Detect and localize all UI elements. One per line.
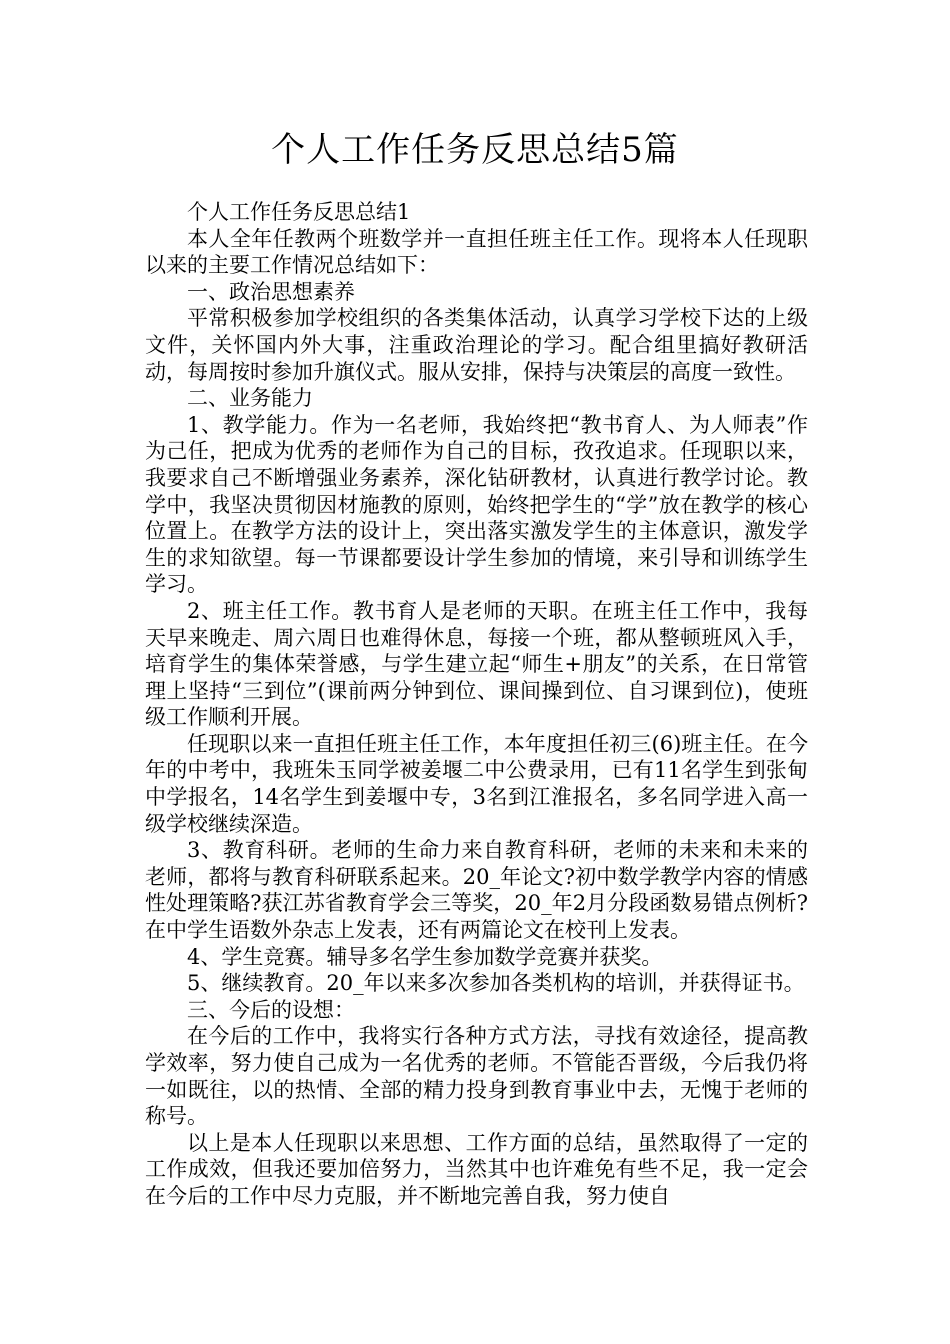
paragraph-class-results: 任现职以来一直担任班主任工作，本年度担任初三(6)班主任。在今年的中考中，我班朱玉同学被姜堰二中公费录用，已有11名学生到张甸中学报名，14名学生到姜堰中专，3名到江淮报名，多名同学进入高一级学校继续深造。 — [145, 731, 808, 836]
paragraph-political-quality: 平常积极参加学校组织的各类集体活动，认真学习学校下达的上级文件，关怀国内外大事，注重政治理论的学习。配合组里搞好教研活动，每周按时参加升旗仪式。服从安排，保持与决策层的高度一致性。 — [145, 306, 808, 384]
heading-future-plans: 三、今后的设想： — [187, 997, 355, 1022]
paragraph-research: 3、教育科研。老师的生命力来自教育科研，老师的未来和未来的老师，都将与教育科研联系起来。20_年论文?初中数学教学内容的情感性处理策略?获江苏省教育学会三等奖，20_年2月分段函数易错点例析?在中学生语数外杂志上发表，还有两篇论文在校刊上发表。 — [145, 838, 808, 943]
document-body — [145, 199, 808, 1210]
document-title: 个人工作任务反思总结5篇 — [271, 130, 679, 170]
heading-political-quality: 一、政治思想素养 — [187, 279, 355, 304]
paragraph-conclusion: 以上是本人任现职以来思想、工作方面的总结，虽然取得了一定的工作成效，但我还要加倍努力，当然其中也许难免有些不足，我一定会在今后的工作中尽力克服，并不断地完善自我，努力使自 — [145, 1130, 808, 1208]
paragraph-class-teacher-work: 2、班主任工作。教书育人是老师的天职。在班主任工作中，我每天早来晚走、周六周日也难得休息，每接一个班，都从整顿班风入手，培育学生的集体荣誉感，与学生建立起“师生+朋友”的关系，在日常管理上坚持“三到位”(课前两分钟到位、课间操到位、自习课到位)，使班级工作顺利开展。 — [145, 598, 808, 730]
paragraph-competition: 4、学生竞赛。辅导多名学生参加数学竞赛并获奖。 — [187, 944, 663, 969]
heading-business-ability: 二、业务能力 — [187, 386, 313, 411]
paragraph-intro: 本人全年任教两个班数学并一直担任班主任工作。现将本人任现职以来的主要工作情况总结如下： — [145, 226, 808, 278]
section-heading-summary-1: 个人工作任务反思总结1 — [187, 200, 411, 224]
paragraph-future-plans: 在今后的工作中，我将实行各种方式方法，寻找有效途径，提高教学效率，努力使自己成为一名优秀的老师。不管能否晋级，今后我仍将一如既往，以的热情、全部的精力投身到教育事业中去，无愧于老师的称号。 — [145, 1024, 808, 1129]
paragraph-continuing-education: 5、继续教育。20_年以来多次参加各类机构的培训，并获得证书。 — [187, 971, 805, 996]
paragraph-teaching-ability: 1、教学能力。作为一名老师，我始终把“教书育人、为人师表”作为己任，把成为优秀的老师作为自己的目标，孜孜追求。任现职以来，我要求自己不断增强业务素养，深化钻研教材，认真进行教学讨论。教学中，我坚决贯彻因材施教的原则，始终把学生的“学”放在教学的核心位置上。在教学方法的设计上，突出落实激发学生的主体意识，激发学生的求知欲望。每一节课都要设计学生参加的情境，来引导和训练学生学习。 — [145, 412, 808, 597]
